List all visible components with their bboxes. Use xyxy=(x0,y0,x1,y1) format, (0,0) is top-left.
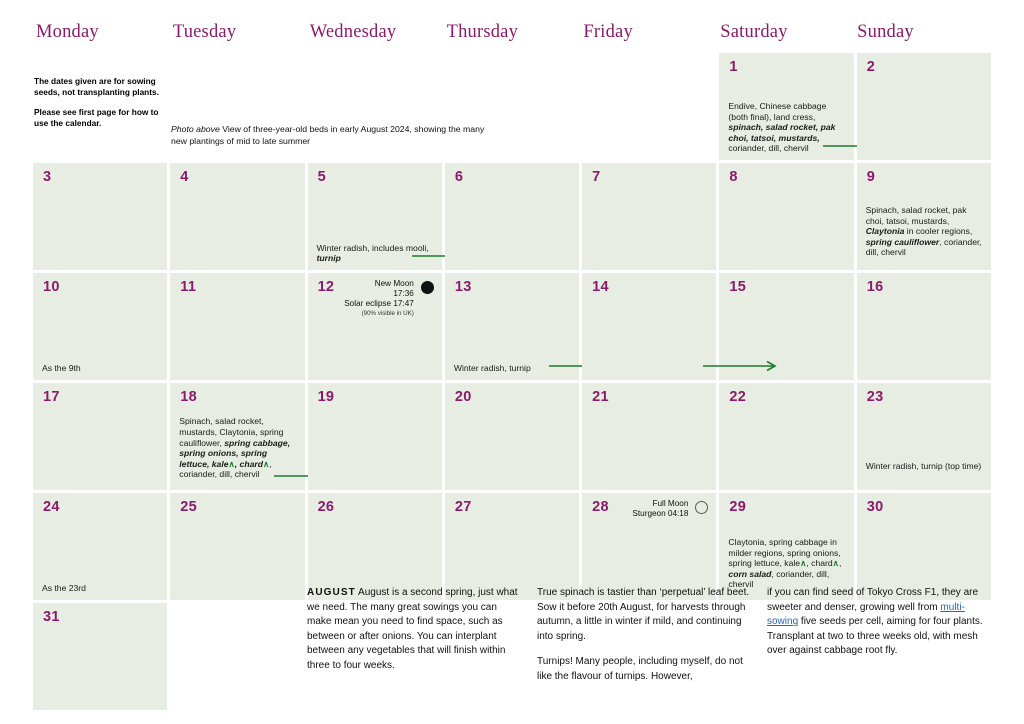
day-number: 1 xyxy=(729,59,738,75)
entry-text: Claytonia, spring cabbage in milder regions, spring onions, spring lettuce, kale xyxy=(728,537,841,569)
calendar-cell-day-2[interactable] xyxy=(857,53,991,160)
moon-phase-name: New Moon xyxy=(374,279,414,288)
day-number: 12 xyxy=(317,279,335,295)
new-moon-icon xyxy=(421,281,434,294)
calendar-cell-day-19[interactable] xyxy=(308,383,442,490)
calendar-cell-blank xyxy=(33,53,167,160)
month-label: AUGUST xyxy=(307,587,356,598)
entry-text: , xyxy=(838,558,842,569)
day-number: 11 xyxy=(180,279,197,295)
entry-text-bold: spring cabbage, spring onions, spring lettuce, kale xyxy=(179,437,291,469)
day-number: 4 xyxy=(180,169,189,185)
article-column-1 xyxy=(307,586,522,674)
entry-text: in cooler regions, xyxy=(904,226,973,237)
moon-phase-info xyxy=(632,499,688,519)
chevron-up-icon: ∧ xyxy=(262,458,270,469)
sowing-entry xyxy=(179,416,297,480)
day-number: 29 xyxy=(729,499,747,515)
entry-text: , coriander, dill, chervil xyxy=(728,568,830,590)
calendar-cell-day-3[interactable] xyxy=(33,163,167,270)
article-text: five seeds per cell, aiming for four plants. Transplant at two to three weeks old, with mesh over against cabbage root fly. xyxy=(767,616,983,657)
article-column-3 xyxy=(767,586,989,659)
sowing-entry: Winter radish, turnip (top time) xyxy=(865,461,982,472)
calendar-cell-day-12[interactable] xyxy=(308,273,442,380)
article-paragraph: True spinach is tastier than ‘perpetual’ leaf beet. Sow it before 20th August, for harvests through autumn, a little in winter if mild, and continuing into spring. xyxy=(537,587,750,642)
full-moon-icon xyxy=(695,501,708,514)
calendar-cell-day-11[interactable] xyxy=(170,273,304,380)
astronomical-event: Sturgeon 04:18 xyxy=(632,509,689,519)
day-number: 10 xyxy=(43,279,60,295)
calendar-cell-day-9[interactable] xyxy=(857,163,991,270)
day-number: 31 xyxy=(43,609,60,625)
calendar-cell-blank xyxy=(170,603,304,710)
calendar-cell-day-29[interactable] xyxy=(719,493,853,600)
entry-text: Spinach, salad rocket, mustards, Claytonia, spring cauliflower, xyxy=(179,416,284,448)
calendar-cell-day-28[interactable] xyxy=(582,493,716,600)
sowing-entry: As the 9th xyxy=(42,363,81,374)
calendar-cell-day-31[interactable] xyxy=(33,603,167,710)
calendar-cell-day-23[interactable] xyxy=(857,383,991,490)
day-number: 13 xyxy=(454,279,472,295)
chevron-up-icon: ∧ xyxy=(800,558,807,569)
day-number: 25 xyxy=(180,499,198,515)
day-number: 5 xyxy=(317,169,326,185)
chevron-up-icon: ∧ xyxy=(228,458,235,469)
calendar-cell-day-18[interactable] xyxy=(170,383,304,490)
day-number: 24 xyxy=(43,499,60,515)
calendar-cell-day-6[interactable] xyxy=(445,163,579,270)
calendar-cell-day-21[interactable] xyxy=(582,383,716,490)
day-number: 26 xyxy=(317,499,335,515)
sowing-entry xyxy=(866,205,984,258)
calendar-cell-day-24[interactable] xyxy=(33,493,167,600)
calendar-cell-day-22[interactable] xyxy=(719,383,853,490)
entry-text: , chard xyxy=(806,558,833,569)
calendar-cell-day-15[interactable] xyxy=(719,273,853,380)
calendar-cell-day-16[interactable] xyxy=(857,273,991,380)
day-number: 9 xyxy=(866,169,876,185)
calendar-cell-blank xyxy=(445,53,579,160)
day-number: 30 xyxy=(866,499,884,515)
chevron-up-icon: ∧ xyxy=(832,558,839,569)
day-number: 8 xyxy=(729,169,738,185)
astronomical-event: Solar eclipse 17:47 xyxy=(344,299,414,309)
weekday-friday: Friday xyxy=(583,22,633,42)
day-number: 21 xyxy=(592,389,609,405)
day-number: 17 xyxy=(43,389,60,405)
calendar-cell-day-27[interactable] xyxy=(445,493,579,600)
article-paragraph xyxy=(307,586,522,674)
photo-caption-text: View of three-year-old beds in early August 2024, showing the many new plantings of mid to late summer xyxy=(171,124,485,147)
day-number: 23 xyxy=(866,389,884,405)
entry-text-bold: , chard xyxy=(234,458,263,469)
entry-text-bold: Claytonia xyxy=(865,226,905,237)
sowing-entry xyxy=(728,101,846,154)
weekday-thursday: Thursday xyxy=(446,22,519,42)
calendar-cell-day-8[interactable] xyxy=(719,163,853,270)
usage-note-line-2: Please see first page for how to use the calendar. xyxy=(34,106,159,129)
day-number: 2 xyxy=(866,59,876,75)
moon-phase-time: 17:36 xyxy=(393,289,414,299)
day-number: 22 xyxy=(729,389,747,405)
calendar-cell-blank xyxy=(308,53,442,160)
article-text: August is a second spring, just what we need. The many great sowings you can make mean you need to find space, such as between or after onions. You can interplant between any vegetables that will finish within three to four weeks. xyxy=(307,587,518,671)
calendar-cell-day-5[interactable] xyxy=(308,163,442,270)
weekday-monday: Monday xyxy=(36,22,99,42)
day-number: 6 xyxy=(454,169,464,185)
day-number: 15 xyxy=(729,279,747,295)
calendar-cell-day-25[interactable] xyxy=(170,493,304,600)
day-number: 14 xyxy=(592,279,609,295)
day-number: 27 xyxy=(454,499,472,515)
usage-note-line-1: The dates given are for sowing seeds, not transplanting plants. xyxy=(34,76,159,98)
entry-text: coriander, dill, chervil xyxy=(728,143,809,154)
sowing-entry: As the 23rd xyxy=(42,583,86,594)
entry-text-bold: turnip xyxy=(316,253,341,264)
calendar-cell-blank xyxy=(582,53,716,160)
entry-text-bold: spinach, salad rocket, pak choi, tatsoi, mustards, xyxy=(728,122,836,143)
calendar-cell-day-10[interactable] xyxy=(33,273,167,380)
day-number: 16 xyxy=(866,279,884,295)
entry-text: Spinach, salad rocket, pak choi, tatsoi, mustards, xyxy=(865,205,967,226)
day-number: 20 xyxy=(454,389,472,405)
article-text: if you can find seed of Tokyo Cross F1, they are sweeter and denser, growing well from xyxy=(767,587,979,613)
weekday-wednesday: Wednesday xyxy=(309,22,397,42)
entry-text-bold: spring cauliflower xyxy=(865,236,940,247)
photo-caption-label: Photo above xyxy=(171,124,220,134)
day-number: 7 xyxy=(592,169,601,185)
article-paragraph: Turnips! Many people, including myself, do not like the flavour of turnips. However, xyxy=(537,656,743,682)
entry-text: , coriander, dill, chervil xyxy=(865,236,982,258)
entry-text: Winter radish, includes mooli, xyxy=(316,242,429,253)
moon-phase-info xyxy=(344,279,414,318)
sowing-entry xyxy=(317,243,435,264)
astronomical-event-note: (90% visible in UK) xyxy=(361,309,414,317)
calendar-cell-day-20[interactable] xyxy=(445,383,579,490)
weekday-sunday: Sunday xyxy=(857,22,914,42)
multi-sowing-link[interactable]: multi-sowing xyxy=(767,601,965,628)
day-number: 3 xyxy=(43,169,52,185)
moon-phase-name: Full Moon xyxy=(652,499,689,508)
day-number: 19 xyxy=(317,389,335,405)
calendar-cell-blank xyxy=(170,53,304,160)
calendar-cell-day-17[interactable] xyxy=(33,383,167,490)
calendar-cell-day-26[interactable] xyxy=(308,493,442,600)
entry-text-bold: corn salad xyxy=(728,568,772,579)
entry-text: , coriander, dill, chervil xyxy=(179,458,272,480)
sowing-entry: Winter radish, turnip xyxy=(453,363,531,374)
weekday-header-row xyxy=(33,22,991,50)
calendar-cell-day-7[interactable] xyxy=(582,163,716,270)
day-number: 18 xyxy=(180,389,198,405)
calendar-cell-day-4[interactable] xyxy=(170,163,304,270)
entry-text: Endive, Chinese cabbage (both final), land cress, xyxy=(728,101,827,122)
sowing-entry xyxy=(728,537,846,590)
article-column-2 xyxy=(537,586,755,685)
weekday-tuesday: Tuesday xyxy=(172,22,237,42)
calendar-cell-day-30[interactable] xyxy=(857,493,991,600)
article-paragraph xyxy=(767,586,989,659)
calendar-cell-day-14[interactable] xyxy=(582,273,716,380)
weekday-saturday: Saturday xyxy=(720,22,788,42)
calendar-cell-day-13[interactable] xyxy=(445,273,579,380)
day-number: 28 xyxy=(592,499,609,515)
calendar-cell-day-1[interactable] xyxy=(719,53,853,160)
